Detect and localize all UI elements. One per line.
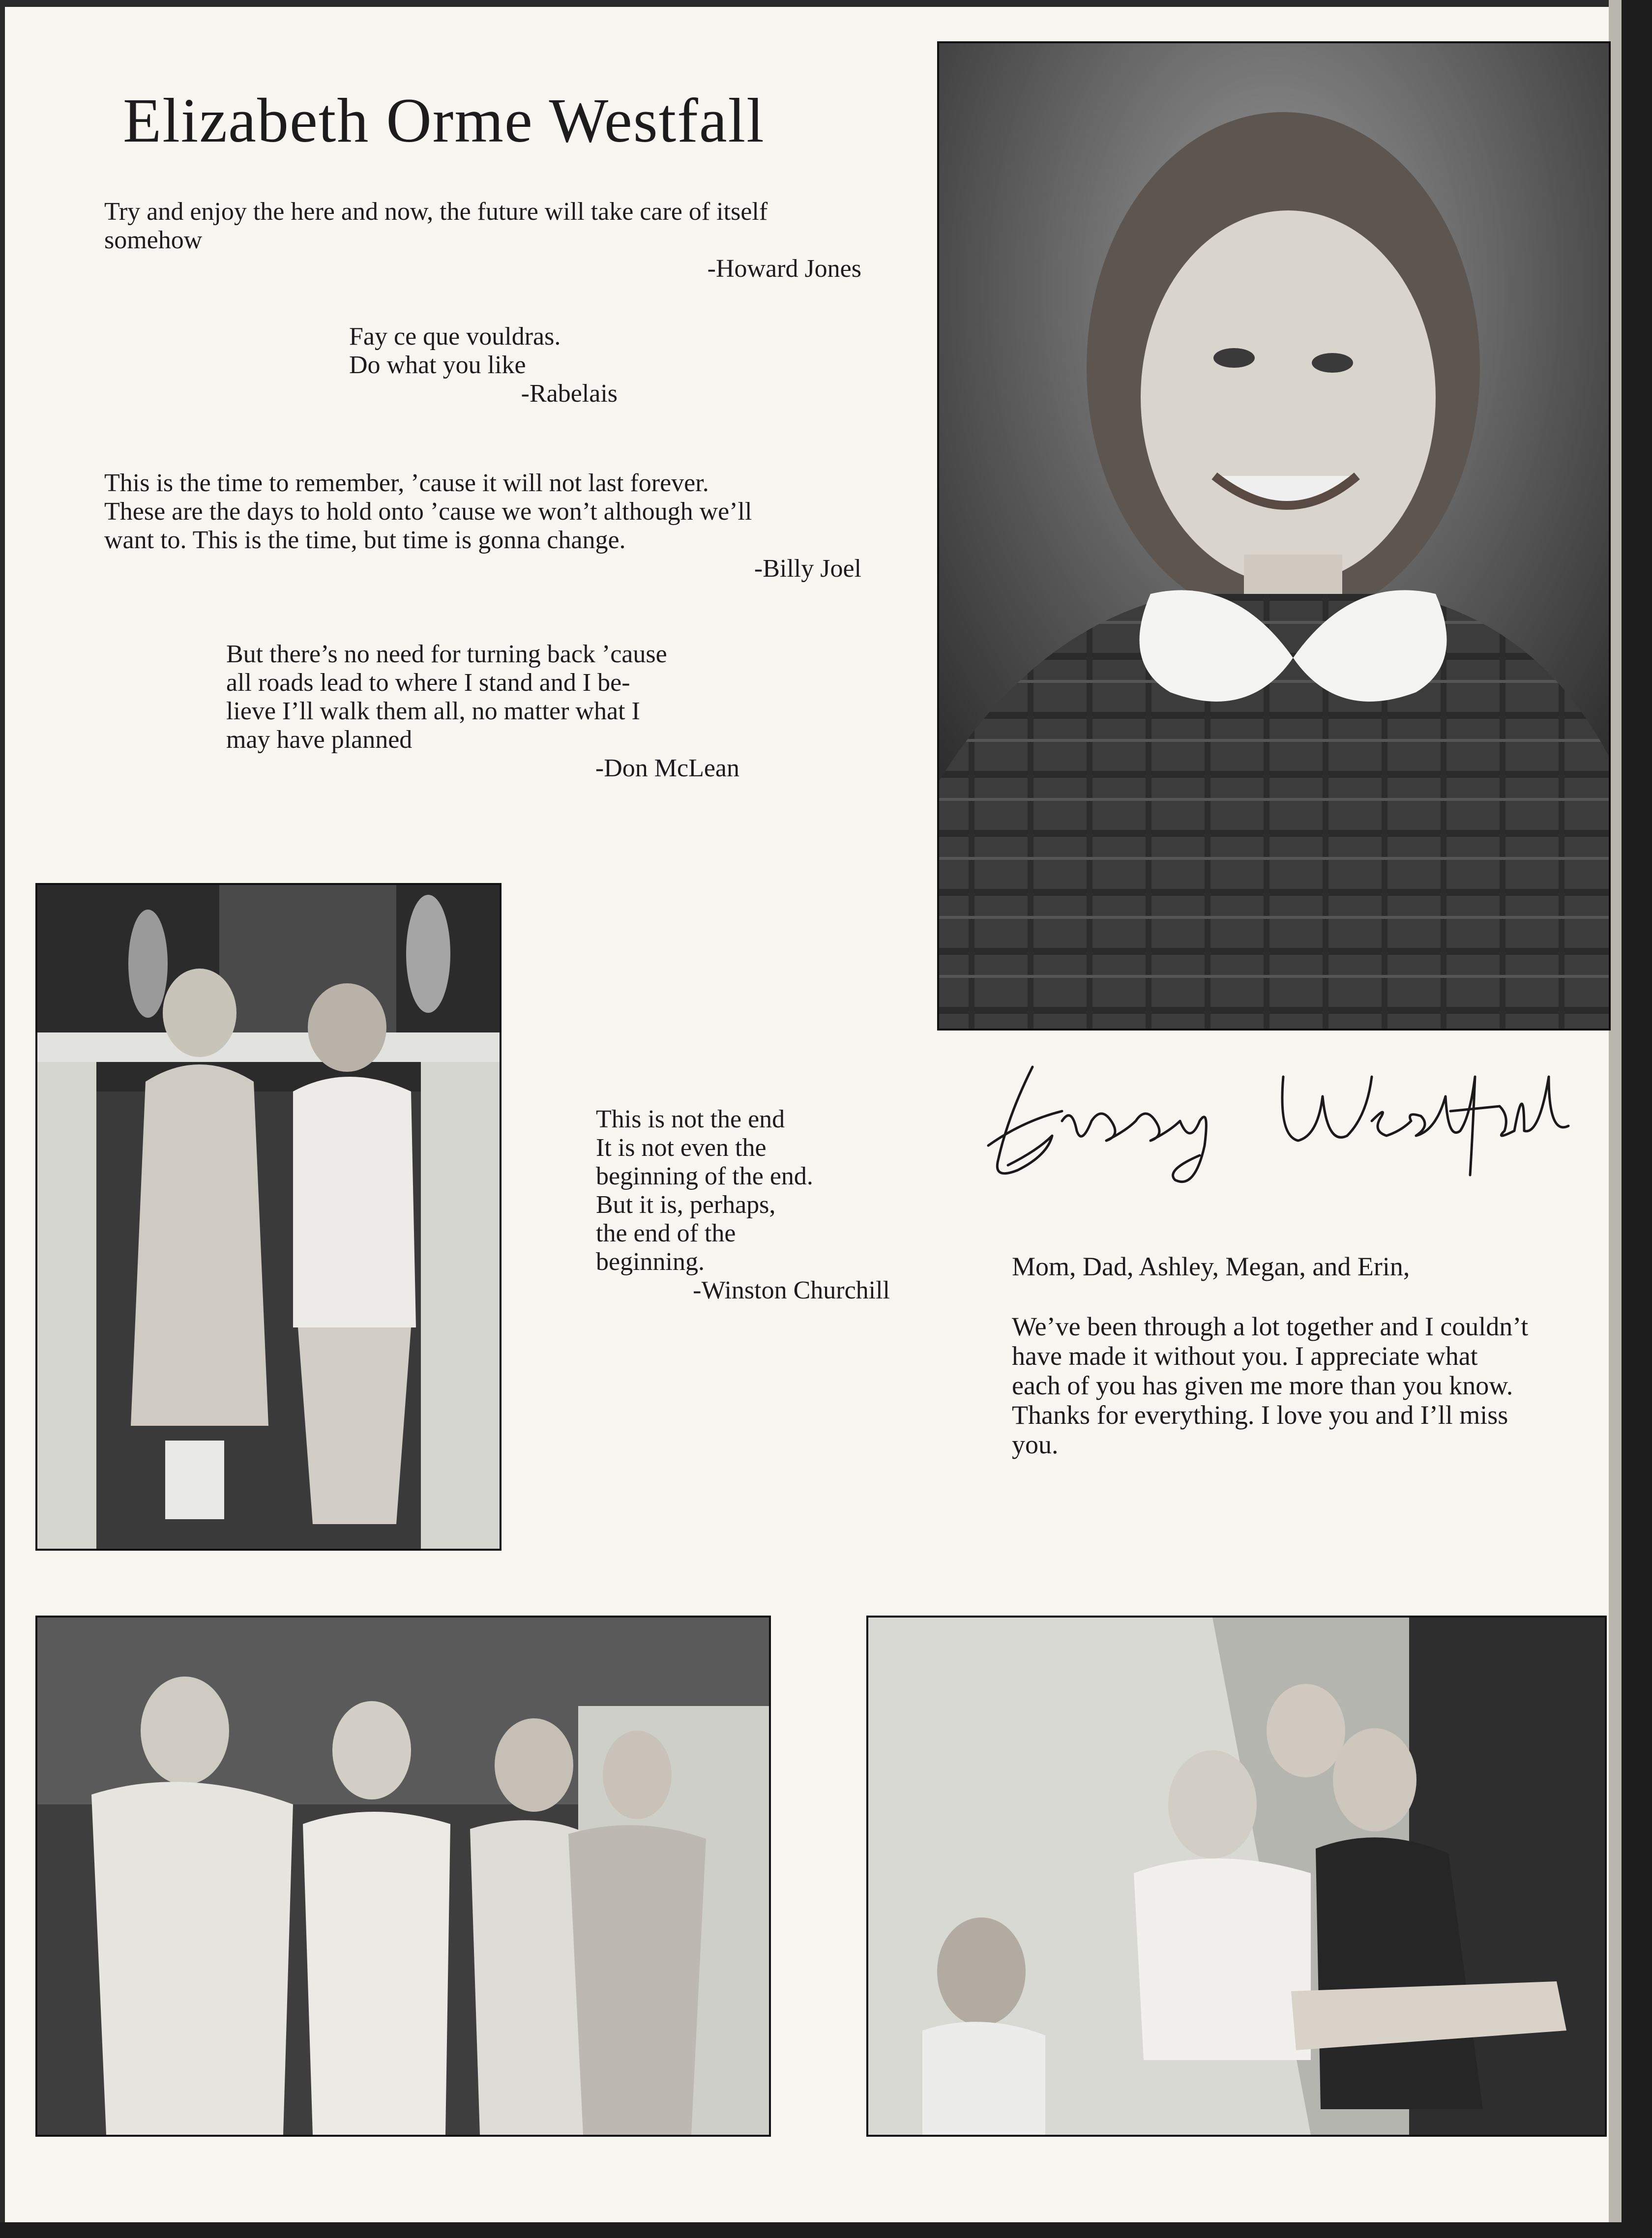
letter-body: We’ve been through a lot together and I couldn’t have made it without you. I appreciate what each of you has given me more than you know. Thanks for everything. I love you and I’ll miss you.	[1012, 1312, 1529, 1459]
fireplace-photo	[35, 883, 502, 1551]
senior-portrait-photo	[937, 41, 1611, 1031]
scan-border-bottom	[0, 2222, 1652, 2238]
family-group-photo	[35, 1616, 771, 2137]
quote-author-howard-jones: -Howard Jones	[707, 255, 861, 283]
quote-author-billy-joel: -Billy Joel	[754, 555, 861, 583]
scan-border-right	[1622, 0, 1652, 2238]
quote-winston-churchill: This is not the end It is not even the beginning of the end. But it is, perhaps, the end of the beginning.	[596, 1105, 813, 1276]
quote-rabelais: Fay ce que vouldras. Do what you like	[349, 323, 561, 379]
quote-don-mclean: But there’s no need for turning back ’cause all roads lead to where I stand and I be- lieve I’ll walk them all, no matter what I may have planned	[226, 640, 667, 754]
handwritten-signature	[978, 1047, 1583, 1195]
letter-greeting: Mom, Dad, Ashley, Megan, and Erin,	[1012, 1252, 1410, 1281]
quote-howard-jones: Try and enjoy the here and now, the future will take care of itself somehow	[104, 198, 768, 254]
scan-border-left	[0, 0, 5, 2238]
scan-border-top	[0, 0, 1652, 7]
quote-author-winston-churchill: -Winston Churchill	[693, 1276, 890, 1304]
page-title: Elizabeth Orme Westfall	[123, 86, 765, 155]
quote-author-don-mclean: -Don McLean	[595, 754, 739, 782]
quote-author-rabelais: -Rabelais	[521, 380, 618, 408]
girls-on-stairs-photo	[866, 1616, 1607, 2137]
quote-billy-joel: This is the time to remember, ’cause it will not last forever. These are the days to hold onto ’cause we won’t although we’ll want to. This is the time, but time is gonna change.	[104, 469, 752, 554]
